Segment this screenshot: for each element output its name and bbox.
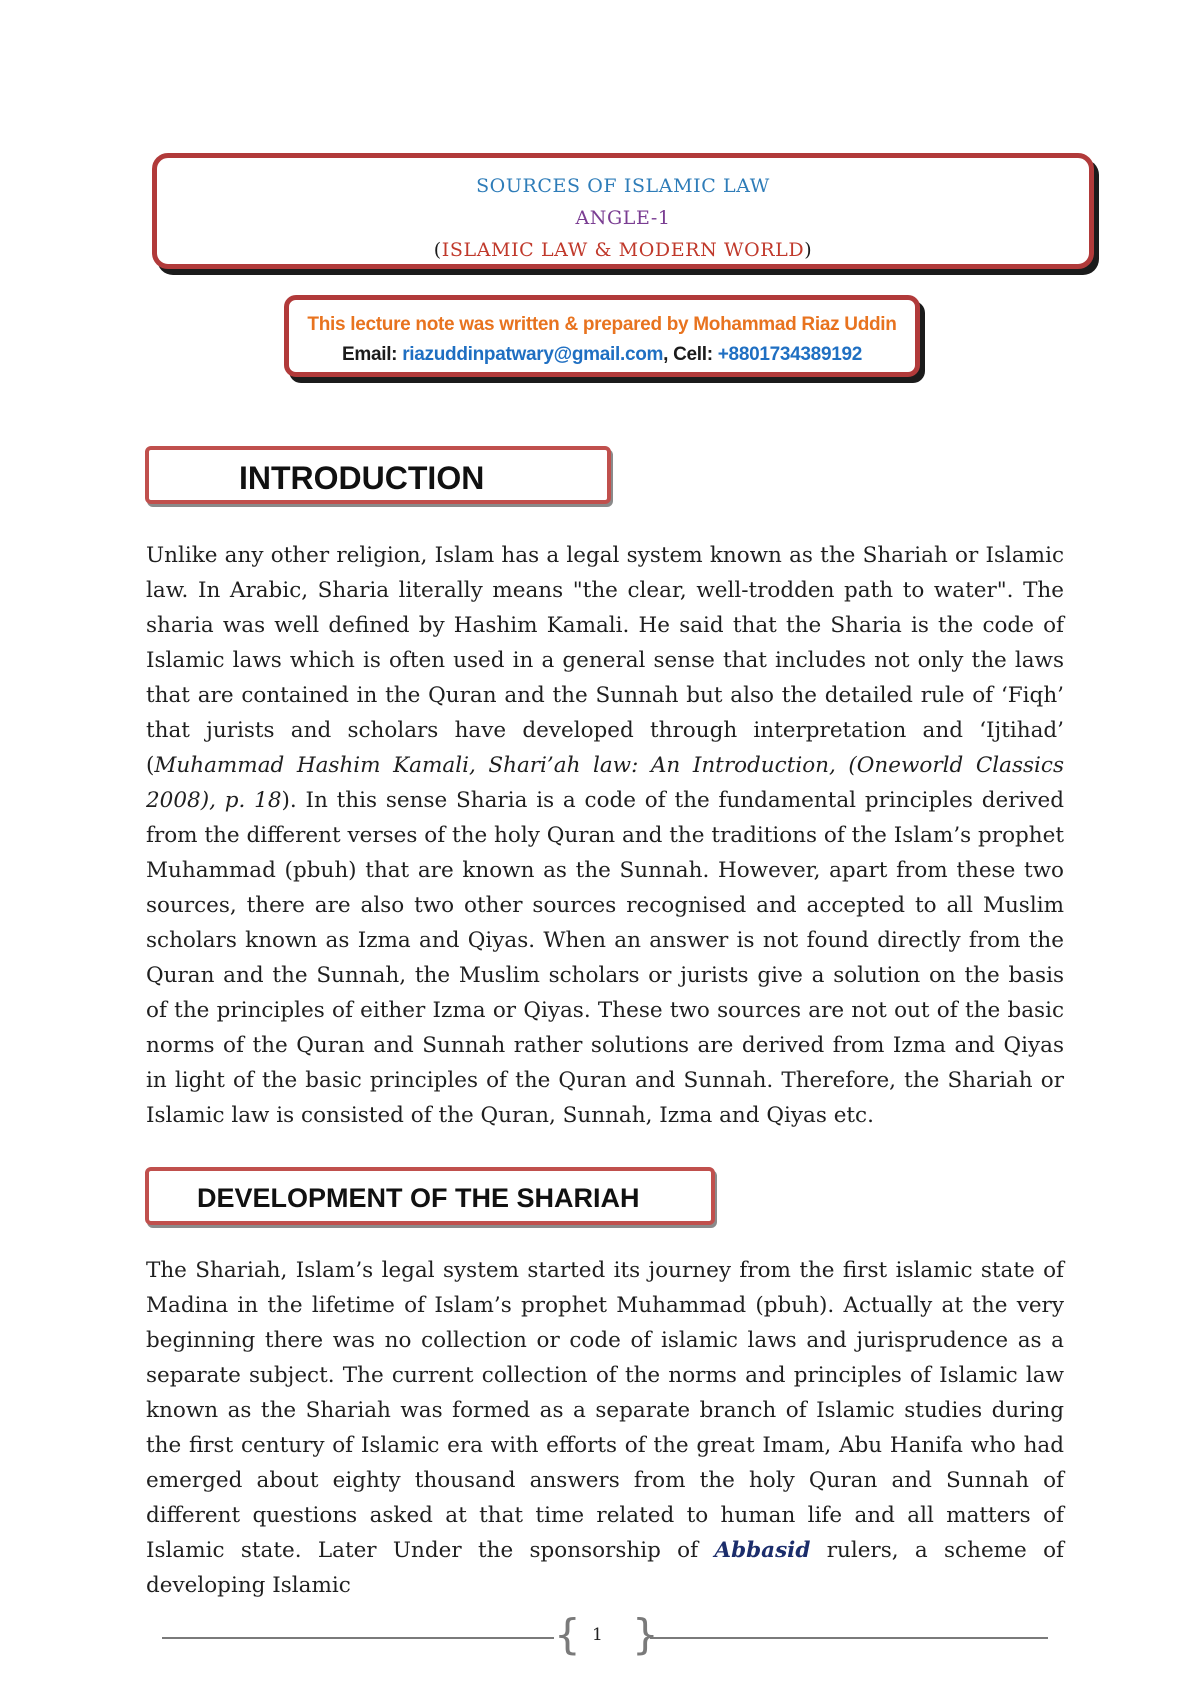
development-paragraph	[146, 1253, 1064, 1603]
brace-left-icon: {	[554, 1610, 581, 1659]
course-name	[157, 234, 1089, 266]
development-heading-box	[145, 1167, 715, 1225]
development-text-b: rulers, a scheme of developing Islamic	[146, 1538, 1064, 1598]
brace-right-icon: }	[632, 1610, 659, 1659]
footer-rule-left	[162, 1637, 554, 1639]
contact-line	[289, 340, 915, 370]
cell-label: , Cell:	[663, 344, 718, 365]
author-note: This lecture note was written & prepared by Mohammad Riaz Uddin	[307, 314, 897, 335]
page-number: 1	[592, 1625, 603, 1645]
document-subtitle: ANGLE-1	[575, 207, 671, 229]
introduction-paragraph	[146, 538, 1064, 1133]
email-link[interactable]: riazuddinpatwary@gmail.com	[402, 344, 664, 365]
cell-number: +8801734389192	[717, 344, 863, 365]
introduction-heading-box	[145, 446, 611, 504]
introduction-heading: INTRODUCTION	[239, 460, 485, 496]
introduction-text-a: Unlike any other religion, Islam has a legal system known as the Shariah or Islamic law. In Arabic, Sharia literally means "the clear, well-trodden path to water". The sharia was well defined by Hashim Kamali. He said that the Sharia is the code of Islamic laws which is often used in a general sense that includes not only the laws that are contained in the Quran and the Sunnah but also the detailed rule of ‘Fiqh’ that jurists and scholars have developed through interpretation and ‘Ijtihad’ (	[146, 543, 1064, 778]
citation: Muhammad Hashim Kamali, Shari’ah law: An Introduction, (Oneworld Classics 2008), p. 18	[146, 753, 1064, 813]
development-text-a: The Shariah, Islam’s legal system started its journey from the first islamic state of Madina in the lifetime of Islam’s prophet Muhammad (pbuh). Actually at the very beginning there was no collection or code of islamic laws and jurisprudence as a separate subject. The current collection of the norms and principles of Islamic law known as the Shariah was formed as a separate branch of Islamic studies during the first century of Islamic era with efforts of the great Imam, Abu Hanifa who had emerged about eighty thousand answers from the holy Quran and Sunnah of different questions asked at that time related to human life and all matters of Islamic state. Later Under the sponsorship of	[146, 1258, 1064, 1563]
footer-rule-right	[650, 1637, 1048, 1639]
introduction-text-b: ). In this sense Sharia is a code of the fundamental principles derived from the different verses of the holy Quran and the traditions of the Islam’s prophet Muhammad (pbuh) that are known as the Sunnah. However, apart from these two sources, there are also two other sources recognised and accepted to all Muslim scholars known as Izma and Qiyas. When an answer is not found directly from the Quran and the Sunnah, the Muslim scholars or jurists give a solution on the basis of the principles of either Izma or Qiyas. These two sources are not out of the basic norms of the Quran and Sunnah rather solutions are derived from Izma and Qiyas in light of the basic principles of the Quran and Sunnah. Therefore, the Shariah or Islamic law is consisted of the Quran, Sunnah, Izma and Qiyas etc.	[146, 788, 1064, 1128]
course-name-text: ISLAMIC LAW & MODERN WORLD	[441, 239, 805, 261]
development-heading: DEVELOPMENT OF THE SHARIAH	[197, 1183, 640, 1213]
paren-close: )	[804, 239, 813, 261]
author-box	[284, 295, 920, 377]
document-title: SOURCES OF ISLAMIC LAW	[476, 175, 770, 197]
title-box	[152, 153, 1094, 269]
paren-open: (	[433, 239, 442, 261]
abbasid-emphasis: Abbasid	[714, 1538, 811, 1563]
email-label: Email:	[341, 344, 403, 365]
